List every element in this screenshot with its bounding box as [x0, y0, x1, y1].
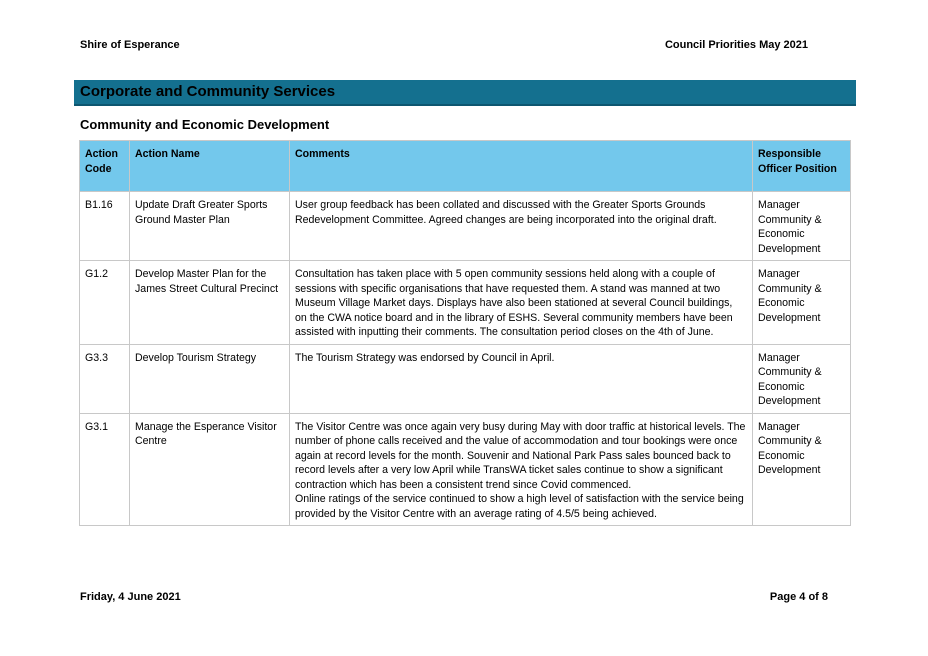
action-code-cell: G1.2 — [80, 261, 130, 345]
footer-date: Friday, 4 June 2021 — [80, 591, 181, 603]
action-code-cell: G3.1 — [80, 413, 130, 526]
table-row — [80, 261, 851, 345]
action-code-cell: B1.16 — [80, 192, 130, 261]
comments-cell — [290, 261, 753, 345]
action-name-cell: Develop Master Plan for the James Street Cultural Precinct — [130, 261, 290, 345]
comment-paragraph: Consultation has taken place with 5 open community sessions held along with a couple of sessions with specific organisations that have requested them. A stand was manned at two Museum Village Market days. Displays have also been stationed at several Council buildings, on the CWA notice board and in the library of ESHS. Several community members have been assisted with inputting their comments. The consultation period closes on the 4th of June. — [295, 268, 733, 338]
table-row — [80, 192, 851, 261]
header-organisation: Shire of Esperance — [80, 39, 180, 51]
comment-paragraph: The Tourism Strategy was endorsed by Council in April. — [295, 351, 555, 364]
priorities-table — [79, 140, 851, 526]
comments-cell — [290, 192, 753, 261]
table-row — [80, 413, 851, 526]
comment-paragraph: Online ratings of the service continued to show a high level of satisfaction with the service being provided by the Visitor Centre with an average rating of 4.5/5 being achieved. — [295, 493, 744, 520]
action-name-cell: Manage the Esperance Visitor Centre — [130, 413, 290, 526]
table-header-row — [80, 141, 851, 192]
officer-cell: Manager Community & Economic Development — [753, 413, 851, 526]
officer-cell: Manager Community & Economic Development — [753, 192, 851, 261]
officer-cell: Manager Community & Economic Development — [753, 261, 851, 345]
subsection-title: Community and Economic Development — [80, 117, 330, 132]
comment-paragraph: User group feedback has been collated and discussed with the Greater Sports Grounds Redevelopment Committee. Agreed changes are being incorporated into the original draft. — [295, 199, 717, 226]
action-code-cell: G3.3 — [80, 344, 130, 413]
officer-cell: Manager Community & Economic Development — [753, 344, 851, 413]
column-header-action-code: Action Code — [80, 141, 130, 192]
comments-cell — [290, 344, 753, 413]
column-header-action-name: Action Name — [130, 141, 290, 192]
section-banner — [74, 80, 856, 106]
section-title: Corporate and Community Services — [80, 83, 336, 100]
action-name-cell: Update Draft Greater Sports Ground Master Plan — [130, 192, 290, 261]
comment-paragraph: The Visitor Centre was once again very busy during May with door traffic at historical levels. The number of phone calls received and the value of accommodation and tour bookings were once again at record levels for the month. Souvenir and National Park Pass sales bounced back to record levels after a very low April while TransWA ticket sales continue to show a significant contraction which has been a consistent trend since Covid commenced. — [295, 420, 746, 491]
footer-page-number: Page 4 of 8 — [769, 591, 828, 603]
action-name-cell: Develop Tourism Strategy — [130, 344, 290, 413]
column-header-officer: Responsible Officer Position — [753, 141, 851, 192]
comments-cell — [290, 413, 753, 526]
table-row — [80, 344, 851, 413]
header-report-title: Council Priorities May 2021 — [664, 39, 808, 51]
column-header-comments: Comments — [290, 141, 753, 192]
